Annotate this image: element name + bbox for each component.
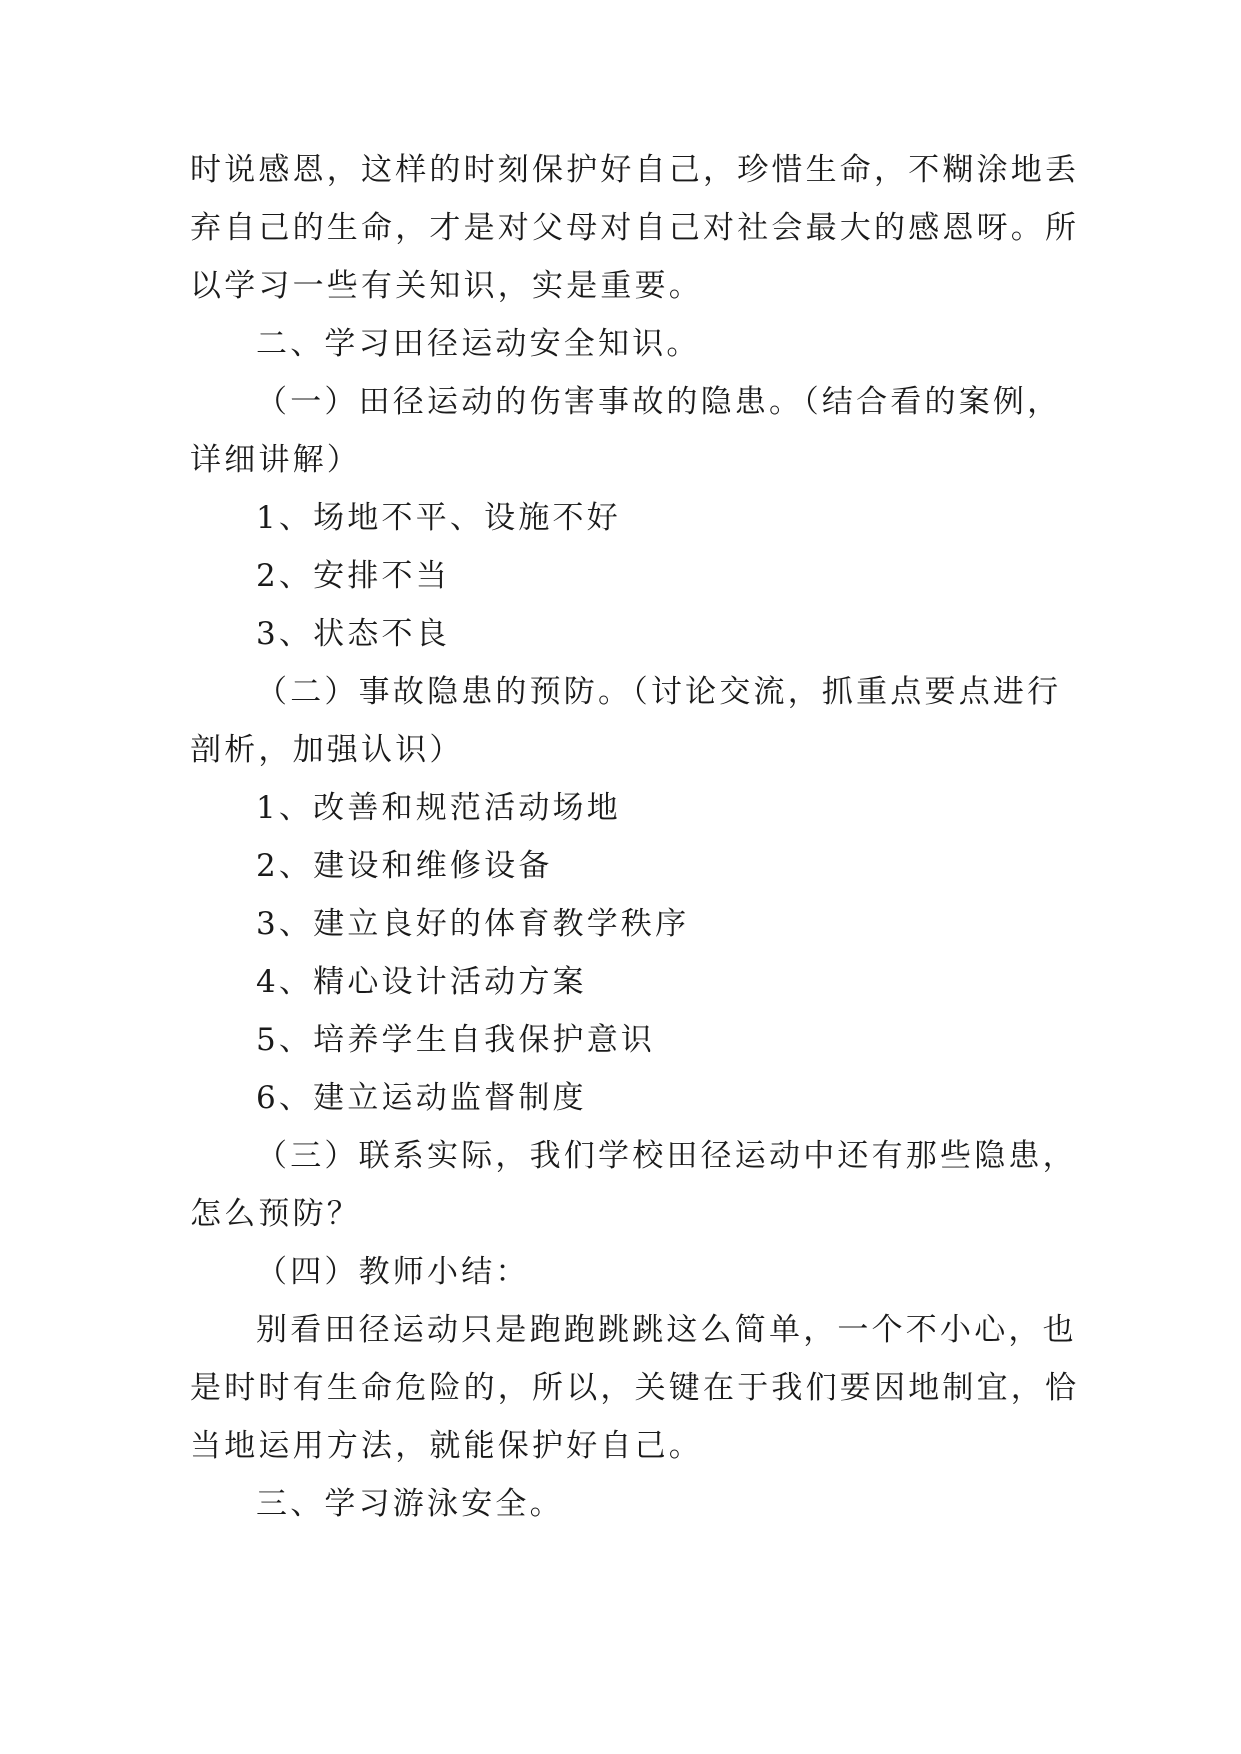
subsection-heading: （三）联系实际，我们学校田径运动中还有那些隐患， [256,1138,1077,1174]
list-item: 3、建立良好的体育教学秩序 [256,906,690,942]
text-line: 时说感恩，这样的时刻保护好自己，珍惜生命，不糊涂地丢 [190,152,1080,188]
list-item: 2、建设和维修设备 [256,848,553,884]
text-line: 是时时有生命危险的，所以，关键在于我们要因地制宜，恰 [190,1370,1080,1406]
text-line: 详细讲解） [190,442,361,478]
subsection-heading: （一）田径运动的伤害事故的隐患。（结合看的案例， [256,384,1062,420]
list-item: 2、安排不当 [256,558,450,594]
text-line: 剖析，加强认识） [190,732,464,768]
text-line: 当地运用方法，就能保护好自己。 [190,1428,703,1464]
list-item: 6、建立运动监督制度 [256,1080,587,1116]
subsection-heading: （四）教师小结： [256,1254,530,1290]
text-line: 弃自己的生命，才是对父母对自己对社会最大的感恩呀。所 [190,210,1080,246]
list-item: 3、状态不良 [256,616,450,652]
text-line: 怎么预防？ [190,1196,361,1232]
section-heading: 三、学习游泳安全。 [256,1486,564,1522]
text-line: 以学习一些有关知识，实是重要。 [190,268,703,304]
text-line: 别看田径运动只是跑跑跳跳这么简单，一个不小心，也 [256,1312,1077,1348]
section-heading: 二、学习田径运动安全知识。 [256,326,701,362]
subsection-heading: （二）事故隐患的预防。（讨论交流，抓重点要点进行 [256,674,1062,710]
list-item: 4、精心设计活动方案 [256,964,587,1000]
list-item: 5、培养学生自我保护意识 [256,1022,656,1058]
list-item: 1、场地不平、设施不好 [256,500,621,536]
list-item: 1、改善和规范活动场地 [256,790,621,826]
